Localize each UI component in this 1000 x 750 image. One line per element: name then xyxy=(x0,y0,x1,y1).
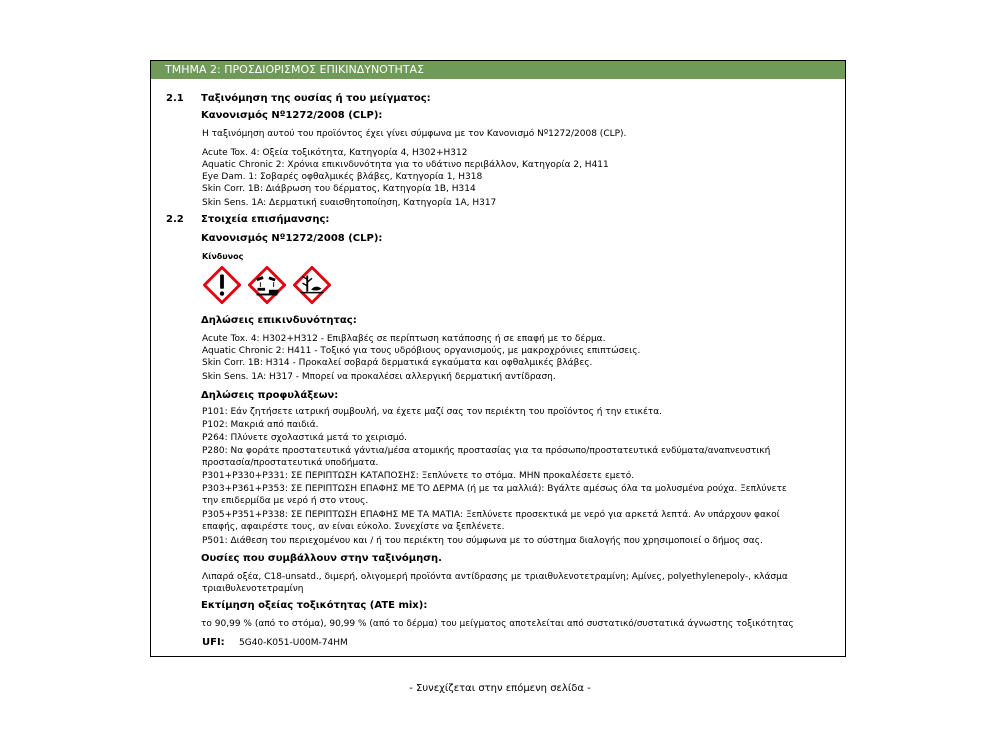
hazard-statement: Acute Tox. 4: H302+H312 - Επιβλαβές σε περίπτωση κατάποσης ή σε επαφή με το δέρμα. xyxy=(202,334,606,344)
precautionary-line: την επιδερμίδα με νερό ή στο ντους. xyxy=(202,496,369,506)
hazard-statement: Skin Corr. 1B: H314 - Προκαλεί σοβαρά δερματικά εγκαύματα και οφθαλμικές βλάβες. xyxy=(202,358,593,368)
regulation-heading-2-1: Κανονισμός Nº1272/2008 (CLP): xyxy=(201,110,383,121)
precautionary-line: προστασία/προστατευτικά υποδήματα. xyxy=(202,458,379,468)
precautionary-line: P264: Πλύνετε σχολαστικά μετά το χειρισμό. xyxy=(202,433,408,443)
exclamation-icon xyxy=(203,266,241,304)
contributing-substances-title: Ουσίες που συμβάλλουν στην ταξινόμηση. xyxy=(201,553,442,564)
precautionary-line: P305+P351+P338: ΣΕ ΠΕΡΙΠΤΩΣΗ ΕΠΑΦΗΣ ΜΕ ΤΑ ΜΑΤΙΑ: Ξεπλύνετε προσεκτικά με νερό για αρκετά λεπτά. Αν υπάρχουν φακοί xyxy=(202,510,780,520)
classification-item: Skin Corr. 1B: Διάβρωση του δέρματος, Κατηγορία 1B, H314 xyxy=(202,184,476,194)
contributing-substances-line: Λιπαρά οξέα, C18-unsatd., διμερή, ολιγομερή προϊόντα αντίδρασης με τριαιθυλενοτετραμίνη; Αμίνες, polyethylenepoly-, κλάσμα xyxy=(202,572,788,582)
corrosion-icon xyxy=(248,266,286,304)
precautionary-line: P280: Να φοράτε προστατευτικά γάντια/μέσα ατομικής προστασίας για τα πρόσωπο/προστατευτικά ενδύματα/αναπνευστική xyxy=(202,446,771,456)
environment-icon xyxy=(293,266,331,304)
section-title-bar xyxy=(151,61,845,79)
section-frame xyxy=(150,60,846,657)
precautionary-line: P101: Εάν ζητήσετε ιατρική συμβουλή, να έχετε μαζί σας τον περιέκτη του προϊόντος ή την ετικέτα. xyxy=(202,407,663,417)
ate-title: Εκτίμηση οξείας τοξικότητας (ATE mix): xyxy=(201,600,428,611)
precautionary-line: P102: Μακριά από παιδιά. xyxy=(202,420,319,430)
signal-word: Κίνδυνος xyxy=(202,252,244,261)
classification-item: Aquatic Chronic 2: Χρόνια επικινδυνότητα για το υδάτινο περιβάλλον, Κατηγορία 2, H411 xyxy=(202,160,609,170)
precautionary-line: P301+P330+P331: ΣΕ ΠΕΡΙΠΤΩΣΗ ΚΑΤΑΠΟΣΗΣ: Ξεπλύνετε το στόμα. ΜΗΝ προκαλέσετε εμετό. xyxy=(202,471,635,481)
classification-item: Eye Dam. 1: Σοβαρές οφθαλμικές βλάβες, Κατηγορία 1, H318 xyxy=(202,172,483,182)
precautionary-statements-title: Δηλώσεις προφυλάξεων: xyxy=(201,390,339,401)
hazard-statement: Aquatic Chronic 2: H411 - Τοξικό για τους υδρόβιους οργανισμούς, με μακροχρόνιες επιπτώσεις. xyxy=(202,346,641,356)
regulation-heading-2-2: Κανονισμός Nº1272/2008 (CLP): xyxy=(201,233,383,244)
section-number-2-2: 2.2 xyxy=(166,214,184,225)
classification-item: Skin Sens. 1A: Δερματική ευαισθητοποίηση, Κατηγορία 1A, H317 xyxy=(202,198,497,208)
precautionary-line: P303+P361+P353: ΣΕ ΠΕΡΙΠΤΩΣΗ ΕΠΑΦΗΣ ΜΕ ΤΟ ΔΕΡΜΑ (ή με τα μαλλιά): Βγάλτε αμέσως όλα τα μολυσμένα ρούχα. Ξεπλύνετε xyxy=(202,484,787,494)
continued-footer: - Συνεχίζεται στην επόμενη σελίδα - xyxy=(409,683,591,694)
ufi-value: 5G40-K051-U00M-74HM xyxy=(239,638,348,648)
precautionary-line: P501: Διάθεση του περιεχομένου και / ή του περιέκτη του σύμφωνα με το σύστημα διαλογής που χρησιμοποιεί ο δήμος σας. xyxy=(202,536,763,546)
precautionary-line: επαφής, αφαιρέστε τους, αν είναι εύκολο. Συνεχίστε να ξεπλένετε. xyxy=(202,522,505,532)
hazard-statement: Skin Sens. 1A: H317 - Μπορεί να προκαλέσει αλλεργική δερματική αντίδραση. xyxy=(202,372,556,382)
classification-item: Acute Tox. 4: Οξεία τοξικότητα, Κατηγορία 4, H302+H312 xyxy=(202,148,468,158)
section-2-2-title: Στοιχεία επισήμανσης: xyxy=(201,214,330,225)
section-2-1-title: Ταξινόμηση της ουσίας ή του μείγματος: xyxy=(201,93,431,104)
section-number-2-1: 2.1 xyxy=(166,93,184,104)
classification-intro: Η ταξινόμηση αυτού του προϊόντος έχει γίνει σύμφωνα με τον Κανονισμό Nº1272/2008 (CLP). xyxy=(202,129,627,139)
ufi-label: UFI: xyxy=(202,637,225,648)
section-title: ΤΜΗΜΑ 2: ΠΡΟΣΔΙΟΡΙΣΜΟΣ ΕΠΙΚΙΝΔΥΝΟΤΗΤΑΣ xyxy=(165,63,425,76)
contributing-substances-line: τριαιθυλενοτετραμίνη xyxy=(202,584,304,594)
ate-text: το 90,99 % (από το στόμα), 90,99 % (από το δέρμα) του μείγματος αποτελείται από συστατικό/συστατικά άγνωστης τοξικότητας xyxy=(201,619,794,629)
hazard-statements-title: Δηλώσεις επικινδυνότητας: xyxy=(201,315,357,326)
